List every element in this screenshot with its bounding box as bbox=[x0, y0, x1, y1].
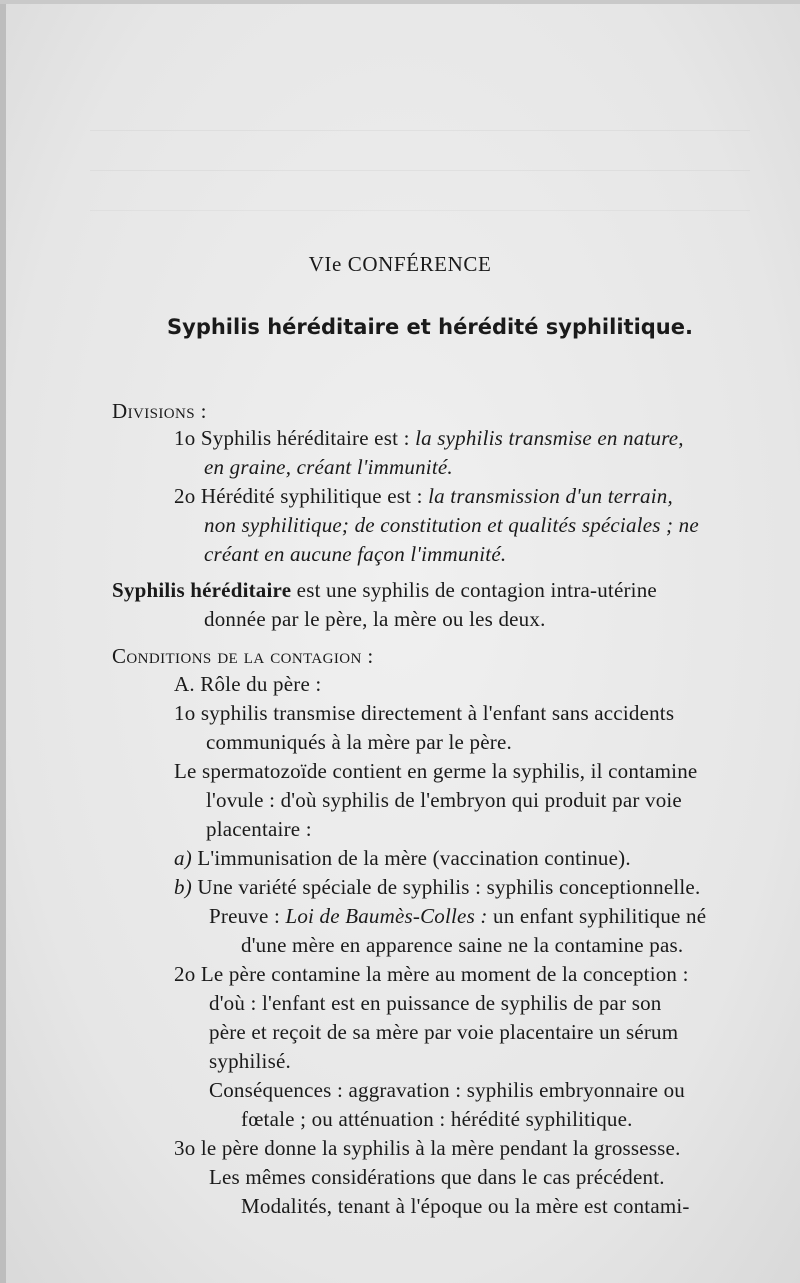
bleed-through-line bbox=[90, 130, 750, 151]
division-2-italic-cont-2: créant en aucune façon l'immunité. bbox=[204, 542, 507, 566]
consequences-line-1: Conséquences : aggravation : syphilis embryonnaire ou bbox=[209, 1078, 685, 1102]
division-2-continuation bbox=[204, 512, 699, 538]
division-2 bbox=[174, 483, 752, 509]
division-2-text: Hérédité syphilitique est : bbox=[200, 484, 423, 508]
section-a-role: A. Rôle du père : bbox=[174, 672, 322, 696]
point-2-line-3: père et reçoit de sa mère par voie placentaire un sérum bbox=[209, 1020, 679, 1044]
division-2-italic: la transmission d'un terrain, bbox=[428, 484, 673, 508]
page-edge-top bbox=[0, 0, 800, 4]
chapter-title: Syphilis héréditaire et hérédité syphilitique. bbox=[167, 315, 693, 339]
paragraph-line-3: placentaire : bbox=[206, 817, 312, 841]
division-1 bbox=[174, 425, 752, 451]
proof-line-2: d'une mère en apparence saine ne la contamine pas. bbox=[241, 933, 684, 957]
point-1-line-1: 1o syphilis transmise directement à l'enfant sans accidents bbox=[174, 701, 675, 725]
conditions-label: Conditions de la contagion : bbox=[112, 644, 374, 668]
paragraph-line-1: Le spermatozoïde contient en germe la syphilis, il contamine bbox=[174, 759, 698, 783]
list-item-b-label: b) bbox=[174, 875, 192, 899]
definition-term: Syphilis héréditaire bbox=[112, 578, 292, 602]
point-1-line-2: communiqués à la mère par le père. bbox=[206, 730, 512, 754]
point-2-line-4: syphilisé. bbox=[209, 1049, 291, 1073]
list-item-a-label: a) bbox=[174, 846, 192, 870]
bleed-through-line bbox=[90, 170, 750, 191]
division-1-italic: la syphilis transmise en nature, bbox=[415, 426, 684, 450]
division-1-number: 1o bbox=[174, 426, 196, 450]
list-item-b bbox=[174, 874, 700, 900]
bleed-through-line bbox=[90, 210, 750, 231]
paragraph-line-2: l'ovule : d'où syphilis de l'embryon qui produit par voie bbox=[206, 788, 682, 812]
proof-rest: un enfant syphilitique né bbox=[493, 904, 707, 928]
point-3-line-2: Les mêmes considérations que dans le cas précédent. bbox=[209, 1165, 665, 1189]
consequences-line-2: fœtale ; ou atténuation : hérédité syphilitique. bbox=[241, 1107, 633, 1131]
definition-text: est une syphilis de contagion intra-utérine bbox=[296, 578, 657, 602]
division-2-number: 2o bbox=[174, 484, 196, 508]
proof-lead: Preuve : bbox=[209, 904, 280, 928]
proof-line-1 bbox=[209, 903, 706, 929]
list-item-a-text: L'immunisation de la mère (vaccination continue). bbox=[197, 846, 631, 870]
page-edge-left bbox=[0, 0, 6, 1283]
point-2-line-2: d'où : l'enfant est en puissance de syphilis de par son bbox=[209, 991, 662, 1015]
point-2-line-1: 2o Le père contamine la mère au moment de la conception : bbox=[174, 962, 689, 986]
point-3-line-1: 3o le père donne la syphilis à la mère pendant la grossesse. bbox=[174, 1136, 681, 1160]
division-2-continuation-2 bbox=[204, 541, 506, 567]
conference-heading: VIe CONFÉRENCE bbox=[308, 252, 492, 276]
list-item-a bbox=[174, 845, 631, 871]
division-1-italic-cont: en graine, créant l'immunité. bbox=[204, 455, 453, 479]
division-2-italic-cont: non syphilitique; de constitution et qualités spéciales ; ne bbox=[204, 513, 699, 537]
divisions-label: Divisions : bbox=[112, 399, 207, 423]
point-3-line-3: Modalités, tenant à l'époque ou la mère est contami- bbox=[241, 1194, 690, 1218]
definition-line-1 bbox=[112, 577, 657, 603]
list-item-b-text: Une variété spéciale de syphilis : syphilis conceptionnelle. bbox=[197, 875, 701, 899]
division-1-continuation bbox=[204, 454, 453, 480]
division-1-text: Syphilis héréditaire est : bbox=[200, 426, 410, 450]
definition-line-2: donnée par le père, la mère ou les deux. bbox=[204, 607, 546, 631]
proof-law: Loi de Baumès-Colles : bbox=[285, 904, 488, 928]
